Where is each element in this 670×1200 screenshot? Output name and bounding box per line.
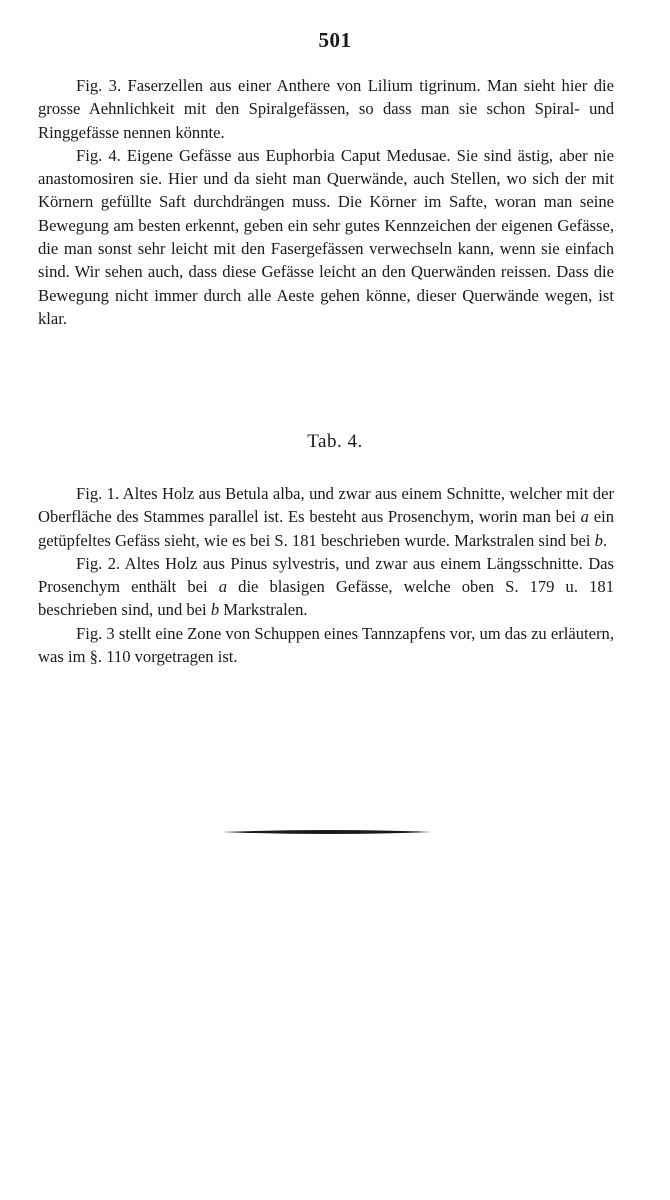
- italic-letter: a: [218, 577, 228, 597]
- italic-letter: b: [210, 600, 220, 620]
- text-span: Fig. 1. Altes Holz aus Betula alba, und zwar aus einem Schnitte, welcher mit der Oberfläche des Stammes parallel ist. Es besteht aus Prosenchym, worin man bei: [38, 484, 614, 527]
- text-span: Fig. 4. Eigene Gefässe aus Euphorbia Caput Medusae. Sie sind ästig, aber nie anastomosiren sie. Hier und da sieht man Querwände, auch Stellen, wo sich der mit Körnern gefüllte Saft durchdrängen muss. Die Körner im Safte, woran man seine Bewegung am besten erkennt, geben ein sehr gutes Kennzeichen der eigenen Gefässe, die man sonst sehr leicht mit den Fasergefässen verwechseln kann, wenn sie einfach sind. Wir sehen auch, dass diese Gefässe leicht an den Querwänden reissen. Dass die Bewegung nicht immer durch alle Aeste gehen könne, dieser Querwände wegen, ist klar.: [38, 145, 614, 328]
- page-number: 501: [318, 28, 352, 52]
- text-span: .: [602, 530, 608, 550]
- italic-letter: b: [594, 530, 603, 550]
- italic-letter: a: [580, 507, 589, 527]
- text-span: Fig. 3 stellt eine Zone von Schuppen eines Tannzapfens vor, um das zu erläutern, was im §. 110 vorgetragen ist.: [38, 623, 614, 667]
- text-span: Fig. 3. Faserzellen aus einer Anthere von Lilium tigrinum. Man sieht hier die grosse Aehnlichkeit mit den Spiralgefässen, so dass man sie schon Spiral- und Ringgefässe nennen könnte.: [38, 76, 614, 142]
- end-rule-ornament: [222, 829, 432, 835]
- figure-descriptions-continued: [38, 74, 614, 330]
- end-rule-icon: [222, 829, 432, 835]
- paragraph-fig-3: [38, 74, 614, 144]
- text-span: Markstralen.: [219, 600, 308, 620]
- paragraph-tab4-fig-2: [38, 552, 614, 622]
- text-span: die blasigen Gefässe, welche oben S. 179 u. 181 beschrieben sind, und bei: [38, 577, 614, 620]
- section-heading: Tab. 4.: [307, 431, 363, 452]
- text-span: ein getüpfeltes Gefäss sieht, wie es bei S. 181 beschrieben wurde. Markstralen sind bei: [38, 507, 614, 550]
- paragraph-fig-4: [38, 144, 614, 330]
- plate-4-descriptions: [38, 482, 614, 668]
- paragraph-tab4-fig-3: [38, 622, 614, 669]
- paragraph-tab4-fig-1: [38, 482, 614, 552]
- text-span: Fig. 2. Altes Holz aus Pinus sylvestris, und zwar aus einem Längsschnitte. Das Prosenchym enthält bei: [38, 553, 614, 597]
